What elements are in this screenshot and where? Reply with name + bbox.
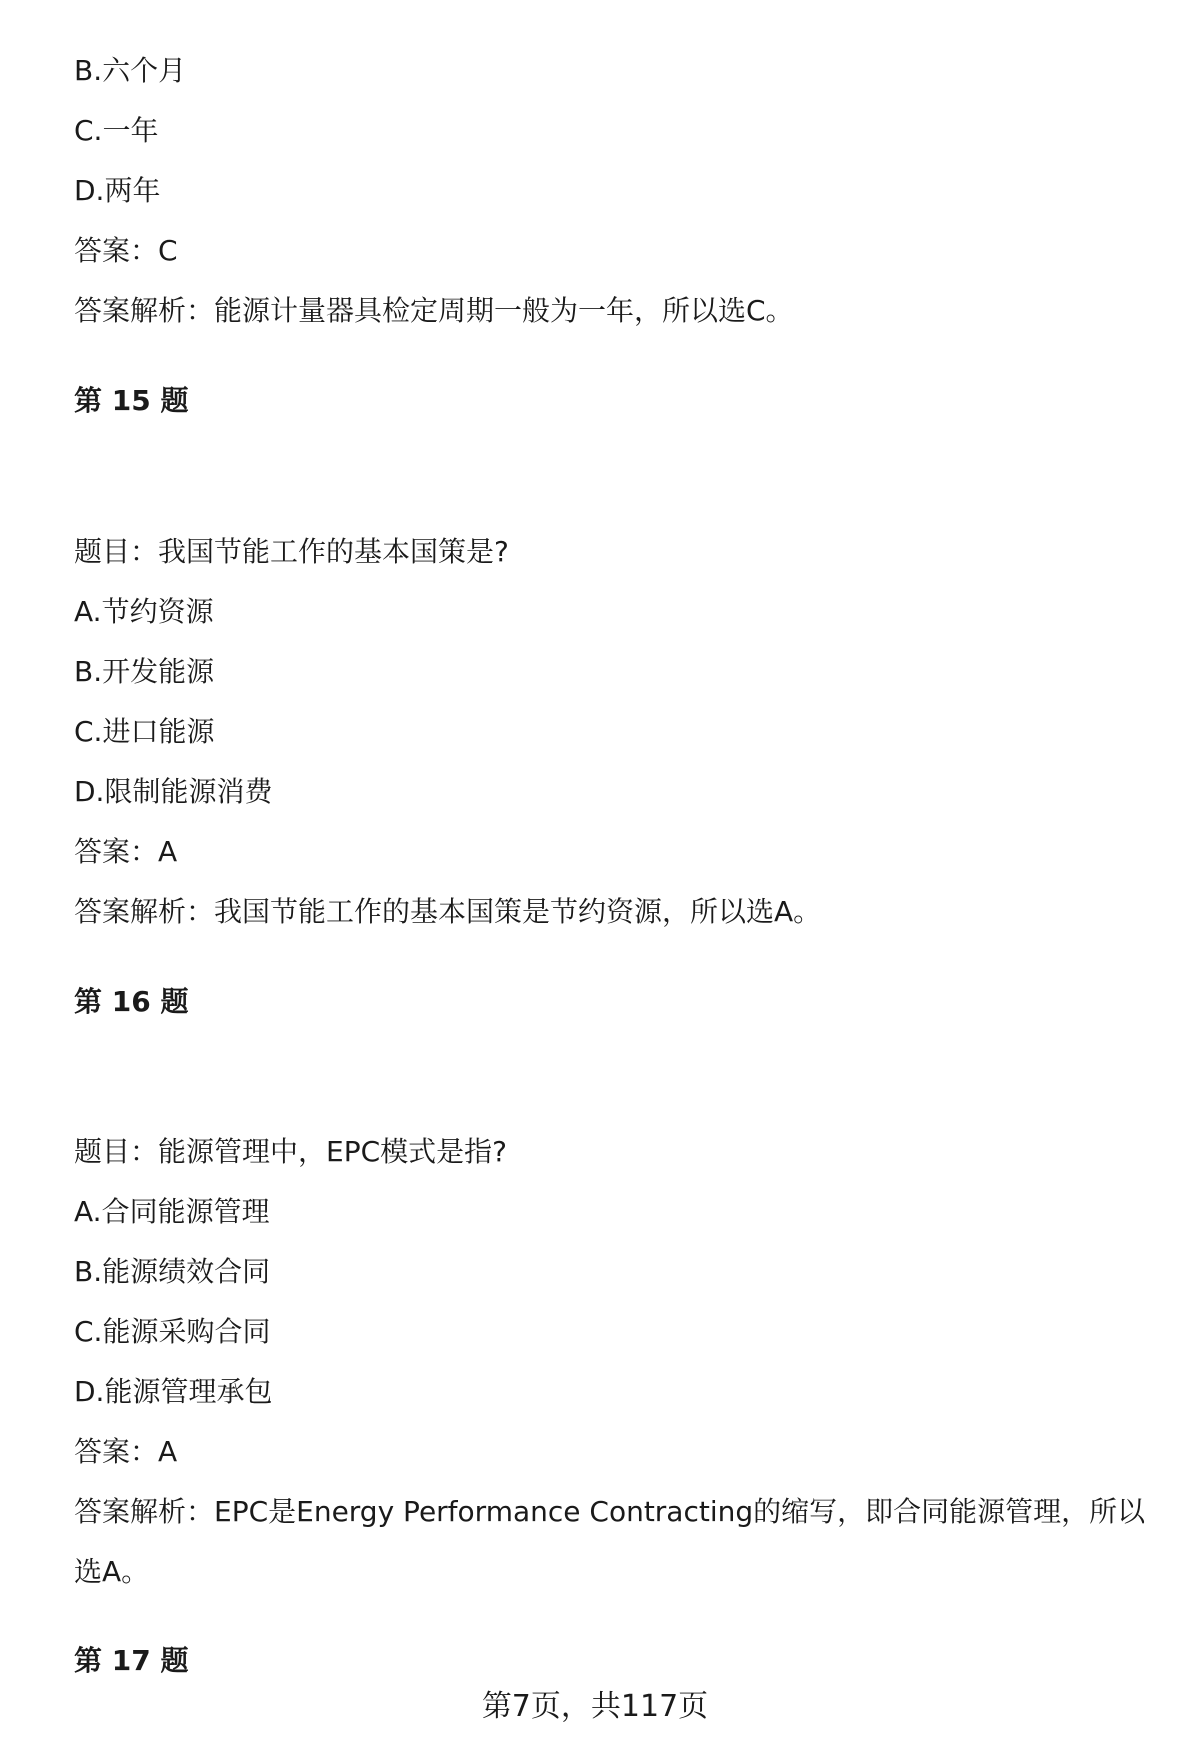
q16-option-d: D.能源管理承包: [74, 1375, 273, 1408]
q15-option-a: A.节约资源: [74, 595, 214, 628]
q14-option-c: C.一年: [74, 114, 159, 147]
q14-option-d: D.两年: [74, 174, 161, 207]
q14-answer: 答案：C: [74, 234, 178, 267]
page-number: 第7页，共117页: [481, 1689, 709, 1724]
q14-option-b: B.六个月: [74, 54, 187, 87]
q16-answer: 答案：A: [74, 1435, 178, 1468]
q16-option-b: B.能源绩效合同: [74, 1255, 271, 1288]
q16-option-c: C.能源采购合同: [74, 1315, 271, 1348]
q16-analysis: 答案解析：EPC是Energy Performance Contracting的缩写，即合同能源管理，所以选A。: [74, 1495, 1146, 1588]
q15-question: 题目：我国节能工作的基本国策是?: [74, 535, 509, 568]
q15-heading: 第 15 题: [74, 384, 189, 417]
q15-option-c: C.进口能源: [74, 715, 215, 748]
q15-answer: 答案：A: [74, 835, 178, 868]
q17-heading: 第 17 题: [74, 1644, 189, 1677]
q15-option-b: B.开发能源: [74, 655, 215, 688]
q16-option-a: A.合同能源管理: [74, 1195, 270, 1228]
q16-question: 题目：能源管理中，EPC模式是指?: [74, 1135, 507, 1168]
q15-analysis: 答案解析：我国节能工作的基本国策是节约资源，所以选A。: [74, 895, 822, 928]
q16-heading: 第 16 题: [74, 985, 189, 1018]
q14-analysis: 答案解析：能源计量器具检定周期一般为一年，所以选C。: [74, 294, 794, 327]
q15-option-d: D.限制能源消费: [74, 775, 273, 808]
